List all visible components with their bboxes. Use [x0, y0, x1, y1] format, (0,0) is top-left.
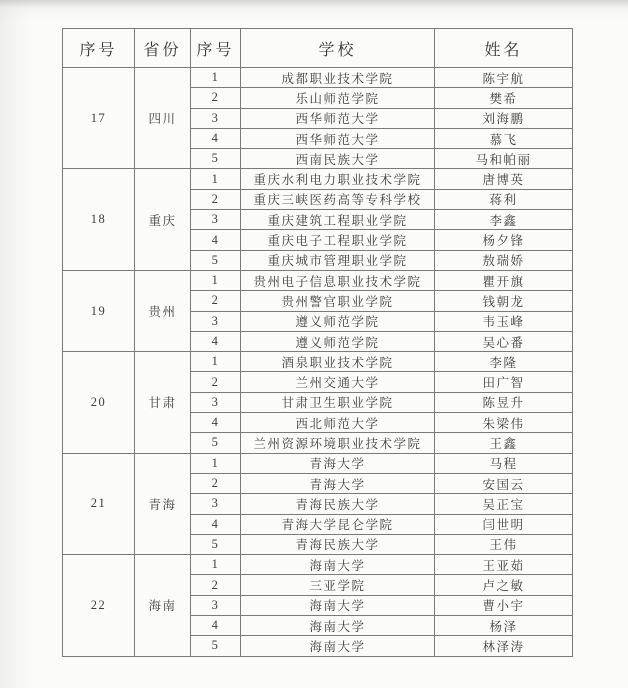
school-cell: 兰州交通大学 [241, 372, 435, 392]
name-cell: 樊希 [435, 88, 573, 108]
school-cell: 西北师范大学 [241, 413, 435, 433]
table-row [63, 68, 573, 88]
province-cell: 甘肃 [135, 352, 191, 453]
seq-cell: 4 [191, 331, 241, 351]
school-cell: 贵州电子信息职业技术学院 [241, 270, 435, 290]
school-cell: 成都职业技术学院 [241, 68, 435, 88]
seq-cell: 1 [191, 270, 241, 290]
table-row [63, 270, 573, 290]
seq-cell: 5 [191, 433, 241, 453]
name-cell: 陈宇航 [435, 68, 573, 88]
name-cell: 杨泽 [435, 616, 573, 636]
seq-cell: 4 [191, 616, 241, 636]
school-cell: 三亚学院 [241, 575, 435, 595]
school-cell: 青海大学 [241, 453, 435, 473]
table-row [63, 352, 573, 372]
seq-cell: 2 [191, 575, 241, 595]
province-school-roster-table [62, 28, 573, 657]
school-cell: 贵州警官职业学院 [241, 291, 435, 311]
seq-cell: 1 [191, 453, 241, 473]
name-cell: 马和帕丽 [435, 149, 573, 169]
province-cell: 青海 [135, 453, 191, 554]
seq-cell: 1 [191, 169, 241, 189]
header-school: 学校 [241, 29, 435, 68]
school-cell: 海南大学 [241, 616, 435, 636]
group-no-cell: 18 [63, 169, 135, 270]
roster-table-header [63, 29, 573, 68]
seq-cell: 3 [191, 392, 241, 412]
roster-table-body [63, 68, 573, 657]
name-cell: 钱朝龙 [435, 291, 573, 311]
header-group-no: 序号 [63, 29, 135, 68]
school-cell: 青海民族大学 [241, 534, 435, 554]
name-cell: 唐博英 [435, 169, 573, 189]
seq-cell: 3 [191, 210, 241, 230]
province-cell: 贵州 [135, 270, 191, 351]
name-cell: 吴心番 [435, 331, 573, 351]
seq-cell: 4 [191, 413, 241, 433]
school-cell: 重庆水利电力职业技术学院 [241, 169, 435, 189]
name-cell: 王伟 [435, 534, 573, 554]
group-no-cell: 20 [63, 352, 135, 453]
group-no-cell: 17 [63, 68, 135, 169]
school-cell: 青海大学 [241, 473, 435, 493]
name-cell: 马程 [435, 453, 573, 473]
seq-cell: 3 [191, 311, 241, 331]
school-cell: 青海大学昆仑学院 [241, 514, 435, 534]
name-cell: 慕飞 [435, 128, 573, 148]
seq-cell: 4 [191, 514, 241, 534]
name-cell: 韦玉峰 [435, 311, 573, 331]
name-cell: 李鑫 [435, 210, 573, 230]
name-cell: 王鑫 [435, 433, 573, 453]
name-cell: 杨夕锋 [435, 230, 573, 250]
name-cell: 卢之敏 [435, 575, 573, 595]
seq-cell: 5 [191, 149, 241, 169]
school-cell: 兰州资源环境职业技术学院 [241, 433, 435, 453]
name-cell: 田广智 [435, 372, 573, 392]
header-province: 省份 [135, 29, 191, 68]
table-row [63, 555, 573, 575]
seq-cell: 1 [191, 68, 241, 88]
name-cell: 瞿开旗 [435, 270, 573, 290]
school-cell: 西南民族大学 [241, 149, 435, 169]
seq-cell: 1 [191, 352, 241, 372]
group-no-cell: 21 [63, 453, 135, 554]
group-no-cell: 22 [63, 555, 135, 656]
seq-cell: 1 [191, 555, 241, 575]
seq-cell: 2 [191, 291, 241, 311]
seq-cell: 3 [191, 595, 241, 615]
province-cell: 海南 [135, 555, 191, 656]
name-cell: 闫世明 [435, 514, 573, 534]
school-cell: 西华师范大学 [241, 108, 435, 128]
school-cell: 甘肃卫生职业学院 [241, 392, 435, 412]
seq-cell: 2 [191, 189, 241, 209]
name-cell: 朱梁伟 [435, 413, 573, 433]
seq-cell: 5 [191, 636, 241, 656]
seq-cell: 5 [191, 534, 241, 554]
name-cell: 林泽涛 [435, 636, 573, 656]
name-cell: 吴正宝 [435, 494, 573, 514]
province-cell: 四川 [135, 68, 191, 169]
school-cell: 海南大学 [241, 555, 435, 575]
name-cell: 曹小宇 [435, 595, 573, 615]
name-cell: 刘海鹏 [435, 108, 573, 128]
school-cell: 遵义师范学院 [241, 331, 435, 351]
school-cell: 遵义师范学院 [241, 311, 435, 331]
school-cell: 重庆电子工程职业学院 [241, 230, 435, 250]
name-cell: 敖瑞娇 [435, 250, 573, 270]
group-no-cell: 19 [63, 270, 135, 351]
header-name: 姓名 [435, 29, 573, 68]
school-cell: 重庆建筑工程职业学院 [241, 210, 435, 230]
school-cell: 青海民族大学 [241, 494, 435, 514]
seq-cell: 2 [191, 372, 241, 392]
name-cell: 陈昱升 [435, 392, 573, 412]
school-cell: 海南大学 [241, 595, 435, 615]
school-cell: 重庆三峡医药高等专科学校 [241, 189, 435, 209]
seq-cell: 3 [191, 494, 241, 514]
seq-cell: 4 [191, 128, 241, 148]
name-cell: 安国云 [435, 473, 573, 493]
school-cell: 海南大学 [241, 636, 435, 656]
name-cell: 蒋利 [435, 189, 573, 209]
seq-cell: 5 [191, 250, 241, 270]
province-cell: 重庆 [135, 169, 191, 270]
table-row [63, 169, 573, 189]
table-row [63, 453, 573, 473]
name-cell: 王亚茹 [435, 555, 573, 575]
header-row [63, 29, 573, 68]
seq-cell: 3 [191, 108, 241, 128]
school-cell: 酒泉职业技术学院 [241, 352, 435, 372]
school-cell: 乐山师范学院 [241, 88, 435, 108]
header-seq: 序号 [191, 29, 241, 68]
seq-cell: 2 [191, 473, 241, 493]
school-cell: 西华师范大学 [241, 128, 435, 148]
name-cell: 李隆 [435, 352, 573, 372]
seq-cell: 2 [191, 88, 241, 108]
school-cell: 重庆城市管理职业学院 [241, 250, 435, 270]
seq-cell: 4 [191, 230, 241, 250]
